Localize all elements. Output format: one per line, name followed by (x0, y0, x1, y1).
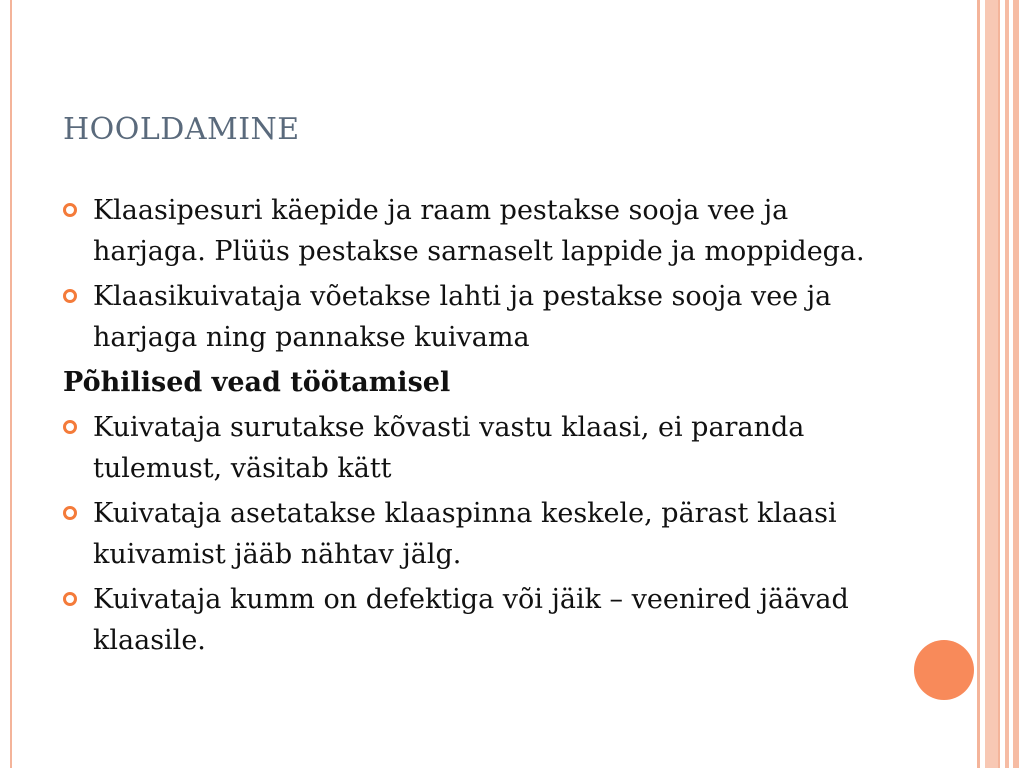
list-item (63, 579, 883, 661)
list-item (63, 407, 883, 489)
ring-bullet-icon (63, 592, 77, 606)
list-item (63, 276, 883, 358)
ring-bullet-icon (63, 289, 77, 303)
circle-decoration (914, 640, 974, 700)
frame-line-right-outer (1005, 0, 1009, 768)
frame-band-edge-right (998, 0, 1000, 768)
list-item-text: Klaasipesuri käepide ja raam pestakse sooja vee ja harjaga. Plüüs pestakse sarnaselt lappide ja moppidega. (93, 195, 865, 267)
list-item-text: Kuivataja asetatakse klaaspinna keskele, pärast klaasi kuivamist jääb nähtav jälg. (93, 498, 837, 570)
ring-bullet-icon (63, 203, 77, 217)
frame-band-right (985, 0, 998, 768)
frame-line-right-edge (1013, 0, 1019, 768)
ring-bullet-icon (63, 506, 77, 520)
list-item (63, 190, 883, 272)
frame-line-left (10, 0, 12, 768)
list-item (63, 493, 883, 575)
slide-content (63, 190, 883, 665)
list-item-text: Kuivataja surutakse kõvasti vastu klaasi, ei paranda tulemust, väsitab kätt (93, 412, 805, 484)
frame-line-right (977, 0, 980, 768)
section-heading: Põhilised vead töötamisel (63, 367, 451, 398)
list-item-text: Kuivataja kumm on defektiga või jäik – veenired jäävad klaasile. (93, 584, 849, 656)
ring-bullet-icon (63, 420, 77, 434)
slide-title: HOOLDAMINE (63, 112, 300, 147)
list-item-text: Klaasikuivataja võetakse lahti ja pestakse sooja vee ja harjaga ning pannakse kuivama (93, 281, 832, 353)
